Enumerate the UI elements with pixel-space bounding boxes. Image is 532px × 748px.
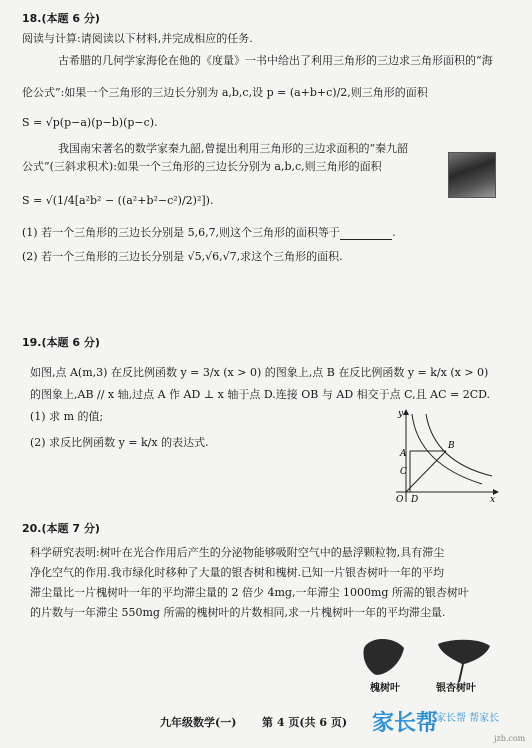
q20-header: 20.(本题 7 分) [22, 522, 100, 535]
label-y: y [398, 409, 404, 419]
q20-line4: 的片数与一年滞尘 550mg 所需的槐树叶的片数相同,求一片槐树叶一年的平均滞尘量. [30, 606, 446, 619]
q19-task2: (2) 求反比例函数 y = k/x 的表达式. [30, 436, 209, 449]
q18-task1-text: (1) 若一个三角形的三边长分别是 5,6,7,则这个三角形的面积等于 [22, 226, 341, 239]
q18-intro: 阅读与计算:请阅读以下材料,并完成相应的任务. [22, 32, 253, 45]
footer-left: 九年级数学(一) [160, 716, 237, 729]
q18-qin-formula: S = √(1/4[a²b² − ((a²+b²−c²)/2)²]). [22, 194, 214, 207]
q19-line2: 的图象上,AB // x 轴,过点 A 作 AD ⊥ x 轴于点 D.连接 OB 与 AD 相交于点 C,且 AC = 2CD. [30, 388, 491, 401]
jiazhangbang-logo: 家长帮 [372, 711, 439, 736]
label-b: B [448, 441, 455, 451]
q19-header: 19.(本题 6 分) [22, 336, 100, 349]
leaves-figure [360, 634, 500, 686]
q20-line3: 滞尘量比一片槐树叶一年的平均滞尘量的 2 倍少 4mg,一年滞尘 1000mg 所需的银杏树叶 [30, 586, 469, 599]
q18-header: 18.(本题 6 分) [22, 12, 100, 25]
q18-task1: (1) 若一个三角形的三边长分别是 5,6,7,则这个三角形的面积等于 . [22, 226, 396, 239]
curve-y-k-over-x [426, 414, 492, 476]
label-d: D [411, 495, 419, 504]
label-c: C [400, 467, 407, 477]
logo-tagline: 家长帮 帮家长 [436, 713, 500, 724]
locust-leaf-icon [363, 639, 404, 675]
q18-p2-line2: 公式”(三斜求积术):如果一个三角形的三边长分别为 a,b,c,则三角形的面积 [22, 160, 382, 173]
q20-line1: 科学研究表明:树叶在光合作用后产生的分泌物能够吸附空气中的悬浮颗粒物,具有滞尘 [30, 546, 445, 559]
label-o: O [396, 495, 404, 504]
label-a: A [400, 449, 407, 459]
q18-task2: (2) 若一个三角形的三边长分别是 √5,√6,√7,求这个三角形的面积. [22, 250, 343, 263]
q18-p2-line1: 我国南宋著名的数学家秦九韶,曾提出利用三角形的三边求面积的“秦九韶 [58, 142, 409, 155]
ginkgo-leaf-icon [438, 640, 490, 682]
answer-blank [340, 229, 392, 240]
leaf2-label: 银杏树叶 [436, 683, 476, 694]
label-x: x [490, 495, 496, 504]
segment-ob [406, 451, 446, 492]
q18-p1-line2: 伦公式”:如果一个三角形的三边长分别为 a,b,c,设 p = (a+b+c)/2,则三角形的面积 [22, 86, 428, 99]
qin-jiushao-portrait [448, 152, 496, 198]
footer-site: jzb.com [494, 734, 526, 743]
q18-p1-line1: 古希腊的几何学家海伦在他的《度量》一书中给出了利用三角形的三边求三角形面积的“海 [58, 54, 493, 67]
q19-line1: 如图,点 A(m,3) 在反比例函数 y = 3/x (x > 0) 的图象上,点 B 在反比例函数 y = k/x (x > 0) [30, 366, 489, 379]
q18-heron-formula: S = √p(p−a)(p−b)(p−c). [22, 116, 158, 129]
q20-line2: 净化空气的作用.我市绿化时移种了大量的银杏树和槐树.已知一片银杏树叶一年的平均 [30, 566, 444, 579]
q19-task1: (1) 求 m 的值; [30, 410, 104, 423]
q19-figure [386, 404, 506, 504]
leaf1-label: 槐树叶 [370, 683, 400, 694]
curve-y-3-over-x [412, 414, 482, 484]
footer-page: 第 4 页(共 6 页) [262, 716, 348, 729]
